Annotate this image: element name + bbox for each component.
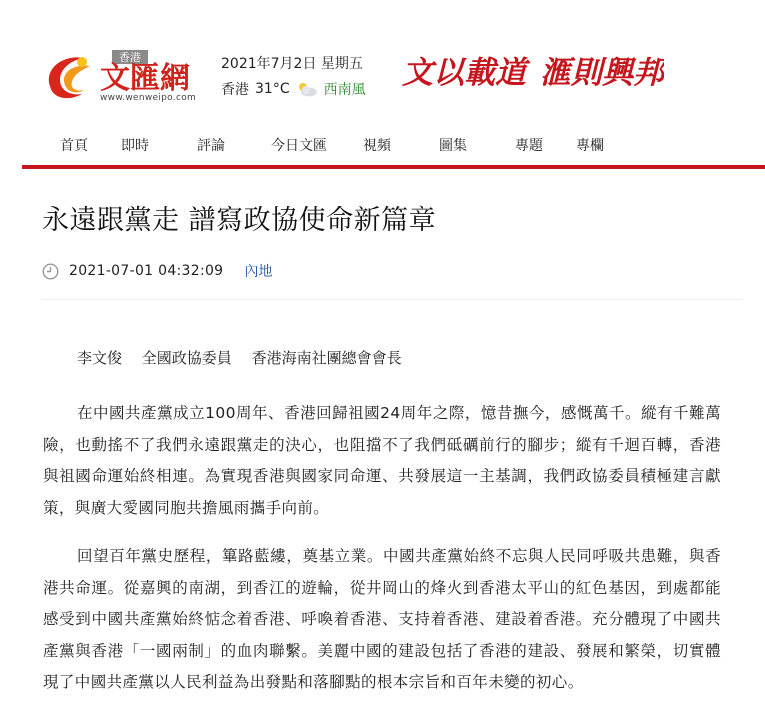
- nav-item-commentary[interactable]: 評論: [197, 138, 225, 154]
- weather-temperature: 31°C: [255, 81, 290, 97]
- article-paragraph: 在中國共產黨成立100周年、香港回歸祖國24周年之際，憶昔撫今，感慨萬千。縱有千難萬險，也動搖不了我們永遠跟黨走的決心，也阻擋不了我們砥礪前行的腳步；縱有千迴百轉，香港與祖國命運始終相連。為實現香港與國家同命運、共發展這一主基調，我們政協委員積極建言獻策，與廣大愛國同胞共擔風雨攜手向前。: [43, 404, 721, 517]
- svg-text:香港: 香港: [119, 51, 141, 64]
- article-meta: [42, 261, 272, 281]
- nav-item-home[interactable]: 首頁: [60, 138, 88, 154]
- nav-item-instant[interactable]: 即時: [121, 138, 149, 154]
- nav-divider: [22, 165, 765, 169]
- calligraphy-slogan: [402, 50, 664, 96]
- weather-wind: 西南風: [323, 82, 366, 98]
- nav-item-features[interactable]: 專題: [515, 138, 543, 154]
- article-title: 永遠跟黨走 譜寫政協使命新篇章: [42, 205, 437, 236]
- svg-text:文以載道: 文以載道: [402, 55, 526, 91]
- weather: [221, 79, 366, 99]
- article-paragraph: 回望百年黨史歷程，篳路藍縷，奠基立業。中國共產黨始終不忘與人民同呼吸共患難，與香港共命運。從嘉興的南湖，到香江的遊輪，從井岡山的烽火到香港太平山的紅色基因，到處都能感受到中國共產黨始終惦念着香港、呼喚着香港、支持着香港、建設着香港。充分體現了中國共產黨與香港「一國兩制」的血肉聯繫。美麗中國的建設包括了香港的建設、發展和繁榮，切實體現了中國共產黨以人民利益為出發點和落腳點的根本宗旨和百年未變的初心。: [43, 547, 721, 691]
- article-datetime: 2021-07-01 04:32:09: [69, 263, 224, 279]
- partly-cloudy-icon: [296, 81, 318, 97]
- nav-item-video[interactable]: 視頻: [363, 138, 391, 154]
- weather-city: 香港: [221, 82, 249, 98]
- date-weather: [221, 53, 366, 99]
- svg-text:文匯網: 文匯網: [100, 61, 190, 96]
- meta-divider: [42, 299, 742, 300]
- clock-icon: [42, 263, 59, 280]
- site-header: [0, 0, 765, 120]
- current-date: 2021年7月2日 星期五: [221, 56, 363, 72]
- byline-role: 全國政協委員: [141, 349, 232, 367]
- main-nav: [0, 135, 765, 155]
- byline-author: 李文俊: [77, 349, 123, 367]
- nav-item-today-wenwei[interactable]: 今日文匯: [271, 138, 327, 154]
- svg-text:滙則興邦: 滙則興邦: [540, 55, 664, 91]
- logo-url: www.wenweipo.com: [100, 93, 197, 103]
- byline-organization: 香港海南社團總會會長: [251, 349, 402, 367]
- article-byline: [77, 347, 417, 368]
- nav-item-columns[interactable]: 專欄: [576, 138, 604, 154]
- article-section-link[interactable]: 內地: [244, 264, 273, 280]
- nav-item-gallery[interactable]: 圖集: [439, 138, 467, 154]
